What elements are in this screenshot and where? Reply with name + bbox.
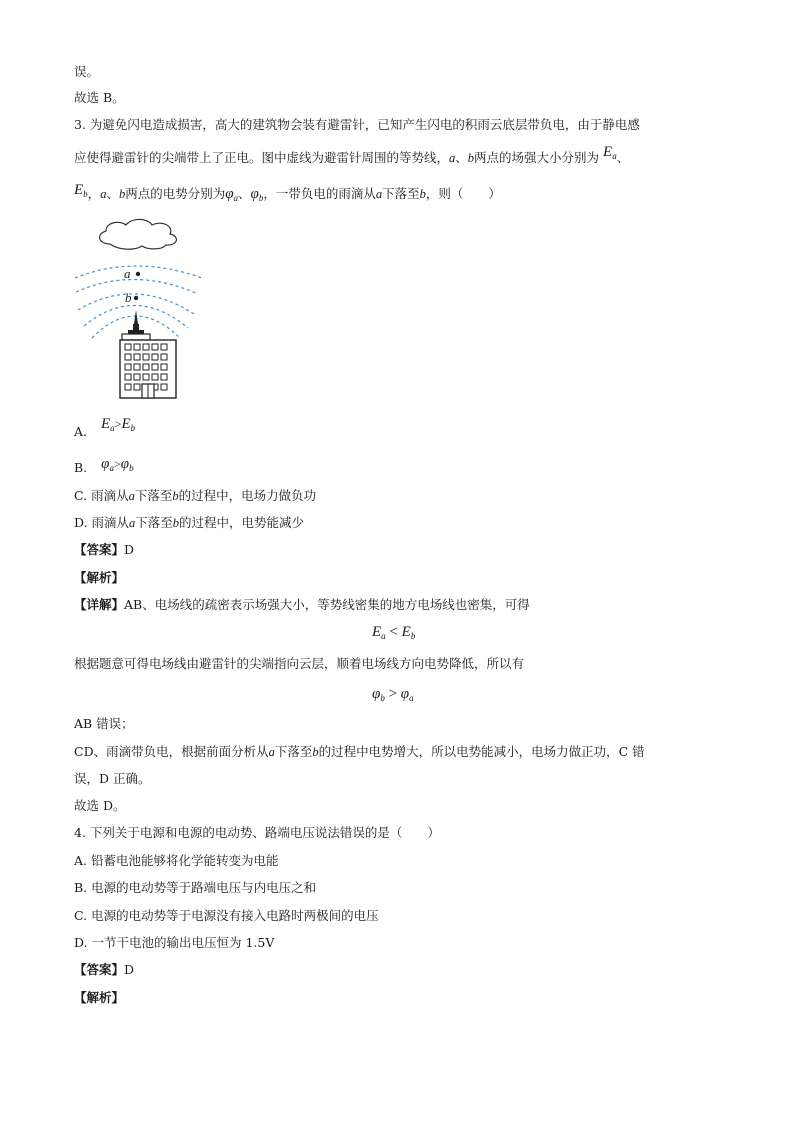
cloud-icon [100,219,177,249]
equation-potential: $\varphi_b > \varphi_a$ [372,686,414,703]
q4-option-c: C. 电源的电动势等于电源没有接入电路时两极间的电压 [74,908,379,923]
field-strength-b: $E_b$ [74,182,88,199]
question-3-stem: 应使得避雷针的尖端带上了正电。图中虚线为避雷针周围的等势线，a、b两点的场强大小分别为 $E_a$、 [74,144,630,165]
option-a: A. $E_a>E_b$ [74,416,136,439]
field-strength-a: $E_a$ [603,144,617,161]
lightning-rod-figure [70,214,210,402]
q4-option-a: A. 铅蓄电池能够将化学能转变为电能 [74,853,279,868]
answer-line: 【答案】D [74,542,135,557]
equation-field-strength: $E_a < E_b$ [372,624,416,641]
q4-option-d: D. 一节干电池的输出电压恒为 1.5V [74,935,275,950]
point-a [136,272,140,276]
potential-b: $\varphi_b$ [250,186,264,203]
label-a: a [124,266,131,281]
option-c: C. 雨滴从a下落至b的过程中，电场力做负功 [74,488,317,503]
answer-line: 【答案】D [74,962,135,977]
text-line: CD、雨滴带负电，根据前面分析从a下落至b的过程中电势增大，所以电势能减小，电场力做正功，C 错 [74,744,645,759]
text-line: 故选 B。 [74,90,125,105]
point-b [134,296,138,300]
text-line: AB 错误； [74,716,134,731]
question-3-stem: 3. 为避免闪电造成损害，高大的建筑物会装有避雷针，已知产生闪电的积雨云底层带负电，由于静电感 [74,117,640,132]
option-b: B. $\varphi_a>\varphi_b$ [74,456,134,475]
question-3-stem: $E_b$，a、b两点的电势分别为$\varphi_a$、$\varphi_b$，一带负电的雨滴从a下落至b，则（ ） [74,182,501,203]
label-b: b [125,290,132,305]
q4-option-b: B. 电源的电动势等于路端电压与内电压之和 [74,880,317,895]
text-line: 误。 [74,64,100,79]
option-d: D. 雨滴从a下落至b的过程中，电势能减少 [74,515,305,530]
question-4-stem: 4. 下列关于电源和电源的电动势、路端电压说法错误的是（ ） [74,825,440,840]
analysis-heading: 【解析】 [74,990,125,1005]
text-line: 故选 D。 [74,798,126,813]
text-line: 误，D 正确。 [74,771,151,786]
potential-a: $\varphi_a$ [225,186,239,203]
reason-line: 根据题意可得电场线由避雷针的尖端指向云层，顺着电场线方向电势降低，所以有 [74,656,525,671]
lightning-rod-icon [128,310,144,334]
detail-line: 【详解】AB、电场线的疏密表示场强大小，等势线密集的地方电场线也密集，可得 [74,597,530,612]
analysis-heading: 【解析】 [74,570,125,585]
building-icon [120,334,176,398]
